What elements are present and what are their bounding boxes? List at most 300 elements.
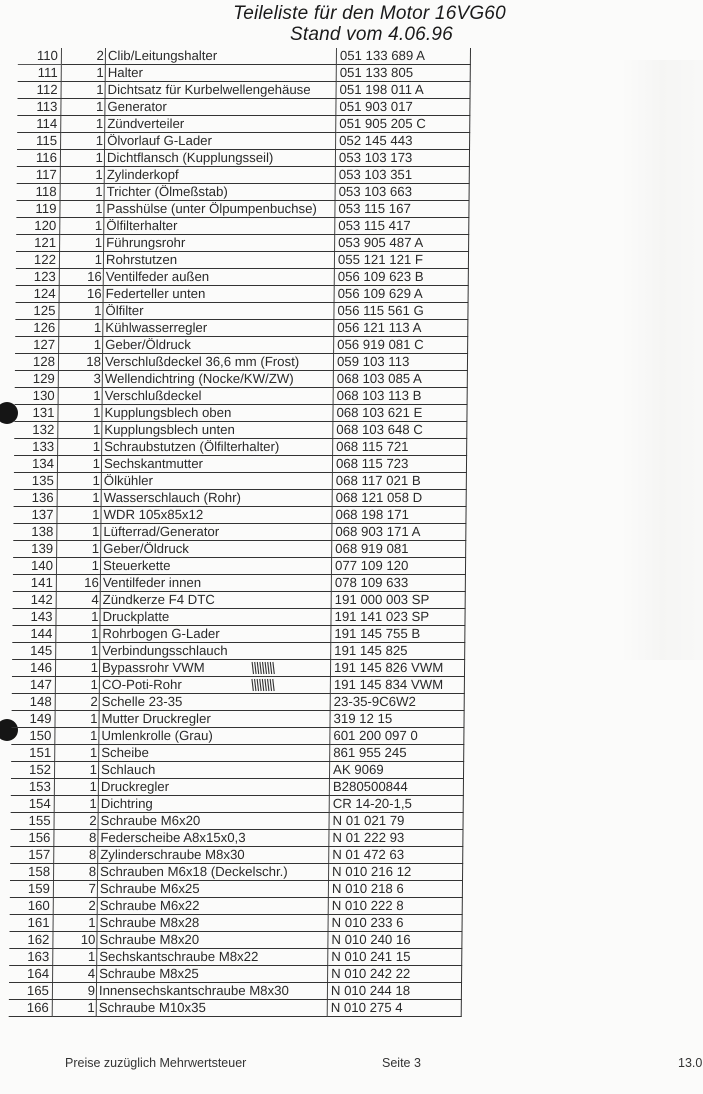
description-cell xyxy=(104,218,335,235)
item-number-cell-text: 144 xyxy=(30,626,53,641)
item-number-cell-text: 135 xyxy=(31,473,54,488)
table-row xyxy=(12,660,465,677)
description-cell xyxy=(103,337,334,354)
part-number-cell-text: N 010 222 8 xyxy=(331,898,404,913)
part-number-cell-text: 191 145 755 B xyxy=(334,626,421,641)
item-number-cell-text: 111 xyxy=(37,65,58,80)
item-number-cell xyxy=(15,320,59,337)
part-number-cell-text: 068 121 058 D xyxy=(335,490,423,505)
parts-table xyxy=(9,48,471,1017)
description-cell-text: Schraube M6x22 xyxy=(99,898,200,913)
item-number-cell xyxy=(18,48,62,65)
description-cell-text: Zylinderschraube M8x30 xyxy=(100,847,245,862)
table-row xyxy=(9,949,462,966)
part-number-cell-text: N 01 021 79 xyxy=(332,813,405,828)
table-row xyxy=(12,609,465,626)
description-cell-text: Umlenkrolle (Grau) xyxy=(101,728,213,743)
quantity-cell-text: 1 xyxy=(91,541,100,556)
description-cell-text: Dichtring xyxy=(100,796,153,811)
description-cell xyxy=(98,830,329,847)
table-row xyxy=(16,201,469,218)
quantity-cell-text: 1 xyxy=(89,745,98,760)
item-number-cell xyxy=(18,82,62,99)
quantity-cell-text: 16 xyxy=(87,269,102,284)
part-number-cell xyxy=(332,490,466,507)
quantity-cell-text: 1 xyxy=(87,949,96,964)
quantity-cell xyxy=(53,898,97,915)
part-number-cell xyxy=(331,575,465,592)
item-number-cell-text: 154 xyxy=(28,796,51,811)
part-number-cell-text: N 010 241 15 xyxy=(331,949,411,964)
table-row xyxy=(13,541,466,558)
item-number-cell-text: 134 xyxy=(31,456,55,471)
quantity-cell xyxy=(55,728,99,745)
description-cell xyxy=(99,745,330,762)
quantity-cell xyxy=(57,473,101,490)
part-number-cell xyxy=(332,456,466,473)
part-number-cell xyxy=(331,558,465,575)
description-cell-text: Steuerkette xyxy=(102,558,171,573)
description-cell-text: Verschlußdeckel xyxy=(104,388,202,403)
quantity-cell-text: 4 xyxy=(87,966,96,981)
item-number-cell-text: 166 xyxy=(26,1000,49,1015)
item-number-cell xyxy=(10,915,54,932)
quantity-cell xyxy=(57,524,101,541)
description-cell-text: Schraubstutzen (Ölfilterhalter) xyxy=(104,439,280,454)
part-number-cell-text: 601 200 097 0 xyxy=(333,728,418,743)
scan-shading xyxy=(620,60,703,660)
part-number-cell-text: 055 121 121 F xyxy=(337,252,424,267)
table-row xyxy=(14,456,467,473)
description-cell-text: Schraube M10x35 xyxy=(98,1000,206,1015)
description-cell-text: Bypassrohr VWM xyxy=(101,660,205,675)
quantity-cell xyxy=(53,915,97,932)
part-number-cell xyxy=(328,915,462,932)
quantity-cell-text: 9 xyxy=(87,983,96,998)
item-number-cell-text: 123 xyxy=(33,269,56,284)
description-cell xyxy=(97,966,328,983)
description-cell xyxy=(103,303,334,320)
description-cell-text: Sechskantschraube M8x22 xyxy=(99,949,259,964)
quantity-cell xyxy=(52,983,96,1000)
quantity-cell xyxy=(57,507,101,524)
item-number-cell xyxy=(15,388,59,405)
part-number-cell xyxy=(335,150,469,167)
table-row xyxy=(11,762,464,779)
part-number-cell-text: 068 115 721 xyxy=(336,439,409,454)
description-cell xyxy=(99,660,330,677)
quantity-cell xyxy=(56,626,100,643)
table-row xyxy=(18,82,471,99)
quantity-cell xyxy=(59,252,103,269)
item-number-cell-text: 146 xyxy=(29,660,53,675)
part-number-cell-text: 191 141 023 SP xyxy=(334,609,430,624)
table-row xyxy=(16,286,469,303)
part-number-cell xyxy=(329,864,463,881)
table-row xyxy=(13,507,466,524)
quantity-cell xyxy=(54,813,98,830)
item-number-cell xyxy=(17,99,61,116)
quantity-cell xyxy=(60,184,104,201)
quantity-cell xyxy=(61,48,105,65)
description-cell-text: Druckplatte xyxy=(102,609,170,624)
item-number-cell-text: 119 xyxy=(35,201,57,216)
quantity-cell-text: 4 xyxy=(91,592,99,607)
description-cell xyxy=(101,541,332,558)
quantity-cell-text: 1 xyxy=(91,609,99,624)
description-cell xyxy=(97,949,328,966)
description-cell xyxy=(103,320,334,337)
item-number-cell-text: 112 xyxy=(36,82,58,97)
item-number-cell-text: 139 xyxy=(31,541,54,556)
description-cell xyxy=(100,592,331,609)
description-cell-text: Dichtsatz für Kurbelwellengehäuse xyxy=(107,82,311,97)
part-number-cell-text: N 010 218 6 xyxy=(331,881,404,896)
scribble-strokes xyxy=(250,661,276,675)
part-number-cell-text: AK 9069 xyxy=(333,762,384,777)
part-number-cell-text: 051 903 017 xyxy=(339,99,413,114)
quantity-cell-text: 1 xyxy=(89,779,97,794)
description-cell xyxy=(105,82,336,99)
quantity-cell xyxy=(53,966,97,983)
item-number-cell xyxy=(15,354,59,371)
description-cell-text: Wellendichtring (Nocke/KW/ZW) xyxy=(104,371,294,386)
description-cell-text: Kühlwasserregler xyxy=(105,320,208,335)
item-number-cell-text: 161 xyxy=(27,915,50,930)
table-row xyxy=(16,218,469,235)
part-number-cell xyxy=(327,1000,461,1017)
part-number-cell xyxy=(332,507,466,524)
table-row xyxy=(15,371,468,388)
table-row xyxy=(9,966,462,983)
quantity-cell xyxy=(57,541,101,558)
part-number-cell xyxy=(336,99,470,116)
part-number-cell xyxy=(333,405,467,422)
quantity-cell xyxy=(61,82,105,99)
part-number-cell-text: 052 145 443 xyxy=(339,133,413,148)
item-number-cell xyxy=(12,677,56,694)
table-row xyxy=(16,269,469,286)
item-number-cell-text: 163 xyxy=(27,949,50,964)
part-number-cell-text: N 010 233 6 xyxy=(331,915,404,930)
description-cell xyxy=(102,388,333,405)
table-row xyxy=(14,405,467,422)
quantity-cell-text: 1 xyxy=(93,337,102,352)
item-number-cell xyxy=(10,881,54,898)
part-number-cell xyxy=(333,354,467,371)
description-cell xyxy=(98,779,329,796)
part-number-cell xyxy=(335,167,469,184)
item-number-cell-text: 128 xyxy=(32,354,56,369)
description-cell-text: Wasserschlauch (Rohr) xyxy=(103,490,242,505)
part-number-cell xyxy=(334,303,468,320)
quantity-cell-text: 2 xyxy=(90,694,98,709)
item-number-cell-text: 110 xyxy=(36,48,58,63)
item-number-cell xyxy=(12,660,56,677)
quantity-cell xyxy=(54,847,98,864)
item-number-cell-text: 159 xyxy=(27,881,51,896)
description-cell-text: Schelle 23-35 xyxy=(101,694,183,709)
part-number-cell xyxy=(336,82,470,99)
part-number-cell-text: N 010 216 12 xyxy=(332,864,412,879)
description-cell xyxy=(97,898,328,915)
table-row xyxy=(10,847,463,864)
part-number-cell-text: 059 103 113 xyxy=(336,354,410,369)
quantity-cell-text: 1 xyxy=(95,116,104,131)
part-number-cell xyxy=(330,711,464,728)
item-number-cell-text: 148 xyxy=(29,694,52,709)
part-number-cell xyxy=(328,932,462,949)
part-number-cell-text: N 010 240 16 xyxy=(331,932,411,947)
table-row xyxy=(16,235,469,252)
part-number-cell-text: 191 145 834 VWM xyxy=(333,677,444,692)
quantity-cell-text: 10 xyxy=(80,932,96,947)
item-number-cell-text: 125 xyxy=(33,303,56,318)
quantity-cell xyxy=(54,830,98,847)
description-cell xyxy=(98,813,329,830)
part-number-cell xyxy=(329,779,463,796)
quantity-cell xyxy=(54,864,98,881)
description-cell xyxy=(104,201,335,218)
description-cell-text: Ölfilter xyxy=(105,303,144,318)
item-number-cell xyxy=(17,133,61,150)
item-number-cell xyxy=(12,609,56,626)
item-number-cell xyxy=(11,711,55,728)
description-cell-text: Zylinderkopf xyxy=(106,167,179,182)
part-number-cell xyxy=(329,762,463,779)
description-cell xyxy=(104,235,335,252)
quantity-cell xyxy=(54,779,98,796)
description-cell xyxy=(104,150,335,167)
part-number-cell xyxy=(333,371,467,388)
document-title: Teileliste für den Motor 16VG60 xyxy=(233,3,506,24)
description-cell xyxy=(101,473,332,490)
item-number-cell-text: 160 xyxy=(27,898,50,913)
quantity-cell xyxy=(52,1000,96,1017)
description-cell-text: Ölfilterhalter xyxy=(106,218,178,233)
description-cell-text: Federscheibe A8x15x0,3 xyxy=(100,830,246,845)
part-number-cell-text: 078 109 633 xyxy=(334,575,409,590)
part-number-cell-text: 861 955 245 xyxy=(333,745,407,760)
description-cell xyxy=(103,252,334,269)
part-number-cell xyxy=(331,643,465,660)
description-cell-text: Mutter Druckregler xyxy=(101,711,211,726)
part-number-cell xyxy=(329,796,463,813)
part-number-cell-text: N 010 242 22 xyxy=(331,966,411,981)
part-number-cell-text: 051 198 011 A xyxy=(339,82,424,97)
quantity-cell-text: 1 xyxy=(96,99,104,114)
description-cell xyxy=(100,558,331,575)
table-row xyxy=(14,422,467,439)
item-number-cell-text: 132 xyxy=(32,422,55,437)
item-number-cell xyxy=(13,507,57,524)
quantity-cell xyxy=(55,677,99,694)
item-number-cell xyxy=(12,626,56,643)
part-number-cell xyxy=(334,252,468,269)
quantity-cell-text: 1 xyxy=(92,490,100,505)
part-number-cell xyxy=(336,48,470,65)
quantity-cell xyxy=(54,762,98,779)
item-number-cell xyxy=(14,490,58,507)
quantity-cell xyxy=(59,303,103,320)
table-row xyxy=(15,320,468,337)
quantity-cell-text: 1 xyxy=(95,133,104,148)
part-number-cell-text: 053 103 663 xyxy=(338,184,413,199)
quantity-cell-text: 1 xyxy=(93,388,101,403)
part-number-cell xyxy=(335,218,469,235)
item-number-cell-text: 162 xyxy=(27,932,50,947)
item-number-cell xyxy=(9,983,53,1000)
description-cell xyxy=(96,1000,327,1017)
quantity-cell xyxy=(57,490,101,507)
description-cell-text: Zündkerze F4 DTC xyxy=(102,592,215,607)
description-cell-text: Generator xyxy=(107,99,167,114)
description-cell xyxy=(99,694,330,711)
item-number-cell xyxy=(15,371,59,388)
description-cell-text: Druckregler xyxy=(100,779,170,794)
item-number-cell-text: 156 xyxy=(28,830,51,845)
part-number-cell xyxy=(330,677,464,694)
quantity-cell-text: 1 xyxy=(94,303,102,318)
quantity-cell-text: 1 xyxy=(89,728,98,743)
quantity-cell-text: 16 xyxy=(86,286,102,301)
quantity-cell-text: 1 xyxy=(90,711,98,726)
quantity-cell-text: 1 xyxy=(88,915,96,930)
description-cell xyxy=(101,456,332,473)
part-number-cell xyxy=(335,184,469,201)
table-row xyxy=(11,745,464,762)
table-row xyxy=(17,184,470,201)
quantity-cell xyxy=(61,65,105,82)
description-cell xyxy=(101,490,332,507)
item-number-cell xyxy=(9,1000,53,1017)
quantity-cell xyxy=(53,881,97,898)
quantity-cell xyxy=(56,643,100,660)
table-row xyxy=(13,575,466,592)
item-number-cell-text: 116 xyxy=(35,150,58,165)
description-cell-text: Halter xyxy=(107,65,144,80)
table-row xyxy=(13,524,466,541)
item-number-cell xyxy=(13,575,57,592)
part-number-cell-text: 068 103 085 A xyxy=(336,371,422,386)
quantity-cell xyxy=(61,116,105,133)
item-number-cell-text: 140 xyxy=(30,558,54,573)
description-cell xyxy=(99,677,330,694)
quantity-cell xyxy=(61,99,105,116)
table-row xyxy=(18,65,471,82)
part-number-cell-text: 068 919 081 xyxy=(335,541,409,556)
item-number-cell xyxy=(14,473,58,490)
description-cell xyxy=(100,575,331,592)
description-cell xyxy=(101,524,332,541)
quantity-cell-text: 1 xyxy=(90,643,99,658)
parts-table-wrapper xyxy=(9,48,471,1017)
item-number-cell-text: 152 xyxy=(28,762,52,777)
quantity-cell-text: 1 xyxy=(96,82,104,97)
description-cell xyxy=(104,167,335,184)
scribble-strokes xyxy=(250,678,276,692)
description-cell-text: Schraube M8x28 xyxy=(99,915,200,930)
item-number-cell-text: 117 xyxy=(35,167,57,182)
quantity-cell-text: 1 xyxy=(91,558,100,573)
item-number-cell xyxy=(10,813,54,830)
description-cell xyxy=(98,796,329,813)
description-cell-text: Dichtflansch (Kupplungsseil) xyxy=(106,150,274,165)
item-number-cell xyxy=(14,439,58,456)
quantity-cell-text: 1 xyxy=(94,218,103,233)
quantity-cell xyxy=(60,150,104,167)
quantity-cell xyxy=(56,558,100,575)
quantity-cell-text: 1 xyxy=(92,456,101,471)
quantity-cell-text: 1 xyxy=(89,762,98,777)
footer-vat-note: Preise zuzüglich Mehrwertsteuer xyxy=(65,1056,247,1070)
part-number-cell xyxy=(328,949,462,966)
item-number-cell-text: 120 xyxy=(34,218,57,233)
quantity-cell-text: 1 xyxy=(92,473,100,488)
table-row xyxy=(10,881,463,898)
part-number-cell-text: 051 133 805 xyxy=(339,65,414,80)
description-cell-text: Trichter (Ölmeßstab) xyxy=(106,184,228,199)
table-row xyxy=(12,694,465,711)
description-cell-text: Federteller unten xyxy=(105,286,206,301)
item-number-cell xyxy=(13,541,57,558)
table-row xyxy=(15,354,468,371)
part-number-cell-text: 319 12 15 xyxy=(333,711,393,726)
quantity-cell-text: 1 xyxy=(91,524,100,539)
quantity-cell xyxy=(60,167,104,184)
item-number-cell xyxy=(16,201,60,218)
description-cell-text: Ölvorlauf G-Lader xyxy=(107,133,212,148)
quantity-cell xyxy=(57,456,101,473)
part-number-cell-text: N 010 244 18 xyxy=(330,983,411,998)
part-number-cell-text: 053 905 487 A xyxy=(338,235,424,250)
table-row xyxy=(12,626,465,643)
description-cell-text: Schrauben M6x18 (Deckelschr.) xyxy=(100,864,288,879)
item-number-cell-text: 118 xyxy=(35,184,57,199)
table-row xyxy=(15,388,468,405)
quantity-cell-text: 1 xyxy=(93,320,102,335)
item-number-cell-text: 145 xyxy=(30,643,53,658)
quantity-cell-text: 3 xyxy=(93,371,101,386)
part-number-cell xyxy=(329,813,463,830)
quantity-cell xyxy=(59,320,103,337)
item-number-cell-text: 141 xyxy=(30,575,53,590)
part-number-cell xyxy=(332,524,466,541)
quantity-cell-text: 16 xyxy=(84,575,99,590)
quantity-cell-text: 1 xyxy=(92,439,101,454)
part-number-cell-text: N 01 222 93 xyxy=(332,830,405,845)
item-number-cell-text: 131 xyxy=(32,405,55,420)
table-row xyxy=(17,133,470,150)
description-cell xyxy=(105,48,336,65)
part-number-cell-text: 051 905 205 C xyxy=(339,116,426,131)
item-number-cell-text: 114 xyxy=(36,116,58,131)
part-number-cell-text: 077 109 120 xyxy=(334,558,409,573)
quantity-cell xyxy=(53,932,97,949)
description-cell-text: Ölkühler xyxy=(103,473,154,488)
table-row xyxy=(12,643,465,660)
part-number-cell xyxy=(332,473,466,490)
quantity-cell-text: 8 xyxy=(89,830,97,845)
description-cell xyxy=(97,881,328,898)
part-number-cell-text: 068 103 648 C xyxy=(336,422,423,437)
item-number-cell-text: 137 xyxy=(31,507,54,522)
item-number-cell xyxy=(9,932,53,949)
part-number-cell xyxy=(333,388,467,405)
description-cell-text: Sechskantmutter xyxy=(103,456,204,471)
table-row xyxy=(12,677,465,694)
item-number-cell-text: 122 xyxy=(33,252,57,267)
